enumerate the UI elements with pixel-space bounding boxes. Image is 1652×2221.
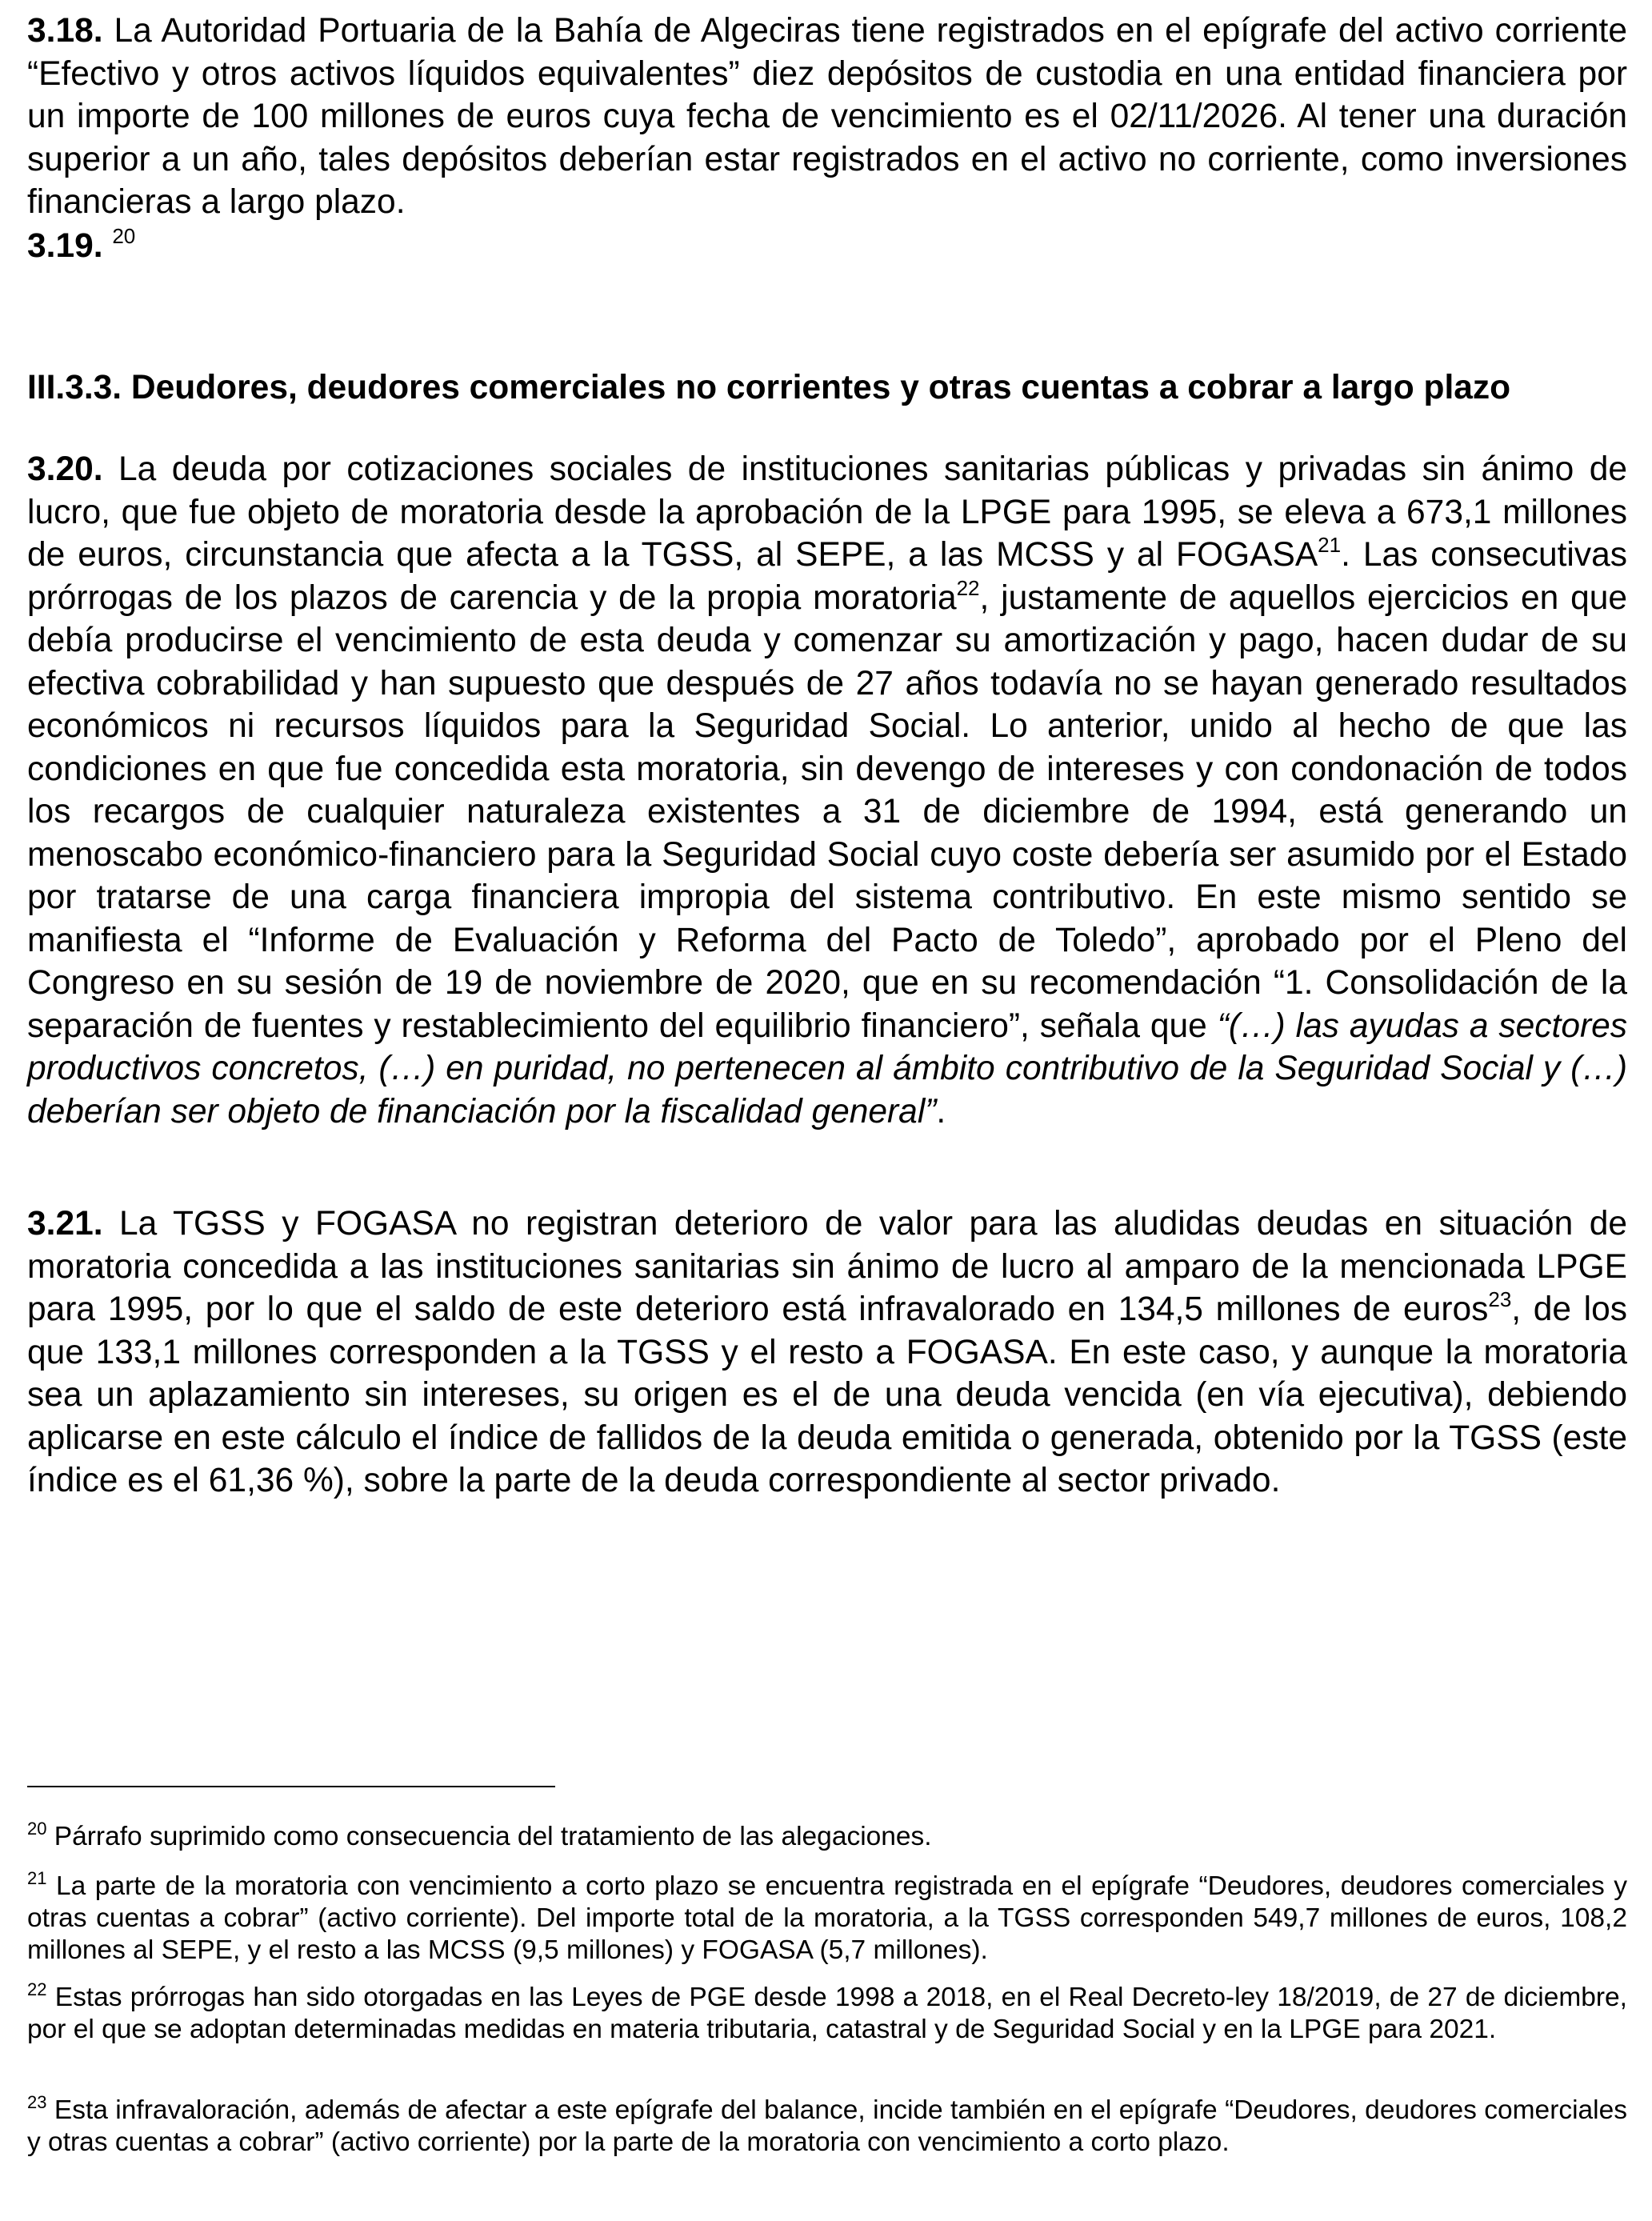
section-heading: III.3.3. Deudores, deudores comerciales no corrientes y otras cuentas a cobrar a largo plazo — [27, 369, 1511, 406]
footnote-separator — [27, 1786, 555, 1787]
footnote-number: 22 — [27, 1979, 47, 1999]
paragraph-3-21 — [27, 1203, 1627, 1503]
paragraph-3-20 — [27, 448, 1627, 1133]
paragraph-number: 3.19. — [27, 227, 103, 265]
paragraph-text: La Autoridad Portuaria de la Bahía de Algeciras tiene registrados en el epígrafe del activo corriente “Efectivo y otros activos líquidos equivalentes” diez depósitos de custodia en una entidad financiera por un importe de 100 millones de euros cuya fecha de vencimiento es el 02/11/2026. Al tener una duración superior a un año, tales depósitos deberían estar registrados en el activo no corriente, como inversiones financieras a largo plazo. — [27, 12, 1627, 221]
footnote-ref-21[interactable]: 21 — [1318, 533, 1342, 557]
footnote-21 — [27, 1868, 1627, 1967]
footnote-text: La parte de la moratoria con vencimiento a corto plazo se encuentra registrada en el epígrafe “Deudores, deudores comerciales y otras cuentas a cobrar” (activo corriente). Del importe total de la moratoria, a la TGSS corresponden 549,7 millones de euros, 108,2 millones al SEPE, y el resto a las MCSS (9,5 millones) y FOGASA (5,7 millones). — [27, 1871, 1627, 1965]
footnote-20 — [27, 1821, 1627, 1853]
footnote-ref-23[interactable]: 23 — [1488, 1287, 1512, 1311]
paragraph-3-19 — [27, 225, 1627, 268]
footnote-number: 23 — [27, 2092, 47, 2112]
footnote-ref-20[interactable]: 20 — [112, 224, 136, 248]
footnote-text: Esta infravaloración, además de afectar a este epígrafe del balance, incide también en el epígrafe “Deudores, deudores comerciales y otras cuentas a cobrar” (activo corriente) por la parte de la moratoria con vencimiento a corto plazo. — [27, 2095, 1627, 2157]
footnote-23 — [27, 2092, 1627, 2159]
paragraph-text: La deuda por cotizaciones sociales de instituciones sanitarias públicas y privadas sin ánimo de lucro, que fue objeto de moratoria desde la aprobación de la LPGE para 1995, se eleva a 673,1 millones de euros, circunstancia que afecta a la TGSS, al SEPE, a las MCSS y al FOGASA — [27, 450, 1627, 574]
paragraph-3-18 — [27, 10, 1627, 224]
footnote-text: Párrafo suprimido como consecuencia del tratamiento de las alegaciones. — [46, 1822, 932, 1851]
paragraph-text: . Las consecutivas prórrogas de los plazos de carencia y de la propia moratoria — [27, 536, 1627, 617]
paragraph-text: , justamente de aquellos ejercicios en que debía producirse el vencimiento de esta deuda y comenzar su amortización y pago, hacen dudar de su efectiva cobrabilidad y han supuesto que después de 27 años todavía no se hayan generado resultados económicos ni recursos líquidos para la Seguridad Social. Lo anterior, unido al hecho de que las condiciones en que fue concedida esta moratoria, sin devengo de intereses y con condonación de todos los recargos de cualquier naturaleza existentes a 31 de diciembre de 1994, está generando un menoscabo económico-financiero para la Seguridad Social cuyo coste debería ser asumido por el Estado por tratarse de una carga financiera impropia del sistema contributivo. En este mismo sentido se manifiesta el “Informe de Evaluación y Reforma del Pacto de Toledo”, aprobado por el Pleno del Congreso en su sesión de 19 de noviembre de 2020, que en su recomendación “1. Consolidación de la separación de fuentes y restablecimiento del equilibrio financiero”, señala que — [27, 578, 1627, 1045]
paragraph-number: 3.20. — [27, 450, 103, 488]
paragraph-text: La TGSS y FOGASA no registran deterioro de valor para las aludidas deudas en situación de moratoria concedida a las instituciones sanitarias sin ánimo de lucro al amparo de la mencionada LPGE para 1995, por lo que el saldo de este deterioro está infravalorado en 134,5 millones de euros — [27, 1205, 1627, 1328]
footnote-22 — [27, 1979, 1627, 2046]
paragraph-number: 3.18. — [27, 12, 103, 50]
footnote-number: 21 — [27, 1868, 47, 1888]
paragraph-number: 3.21. — [27, 1205, 103, 1243]
paragraph-text: , de los que 133,1 millones corresponden a la TGSS y el resto a FOGASA. En este caso, y aunque la moratoria sea un aplazamiento sin intereses, su origen es el de una deuda vencida (en vía ejecutiva), debiendo aplicarse en este cálculo el índice de fallidos de la deuda emitida o generada, obtenido por la TGSS (este índice es el 61,36 %), sobre la parte de la deuda correspondiente al sector privado. — [27, 1291, 1627, 1499]
footnote-number: 20 — [27, 1819, 47, 1839]
footnote-text: Estas prórrogas han sido otorgadas en las Leyes de PGE desde 1998 a 2018, en el Real Decreto-ley 18/2019, de 27 de diciembre, por el que se adoptan determinadas medidas en materia tributaria, catastral y de Seguridad Social y en la LPGE para 2021. — [27, 1983, 1627, 2044]
quoted-recommendation: “(…) las ayudas a sectores productivos concretos, (…) en puridad, no pertenecen al ámbito contributivo de la Seguridad Social y (…) deberían ser objeto de financiación por la fiscalidad general” — [27, 1006, 1627, 1131]
paragraph-text: . — [936, 1092, 946, 1131]
footnote-ref-22[interactable]: 22 — [956, 575, 980, 600]
